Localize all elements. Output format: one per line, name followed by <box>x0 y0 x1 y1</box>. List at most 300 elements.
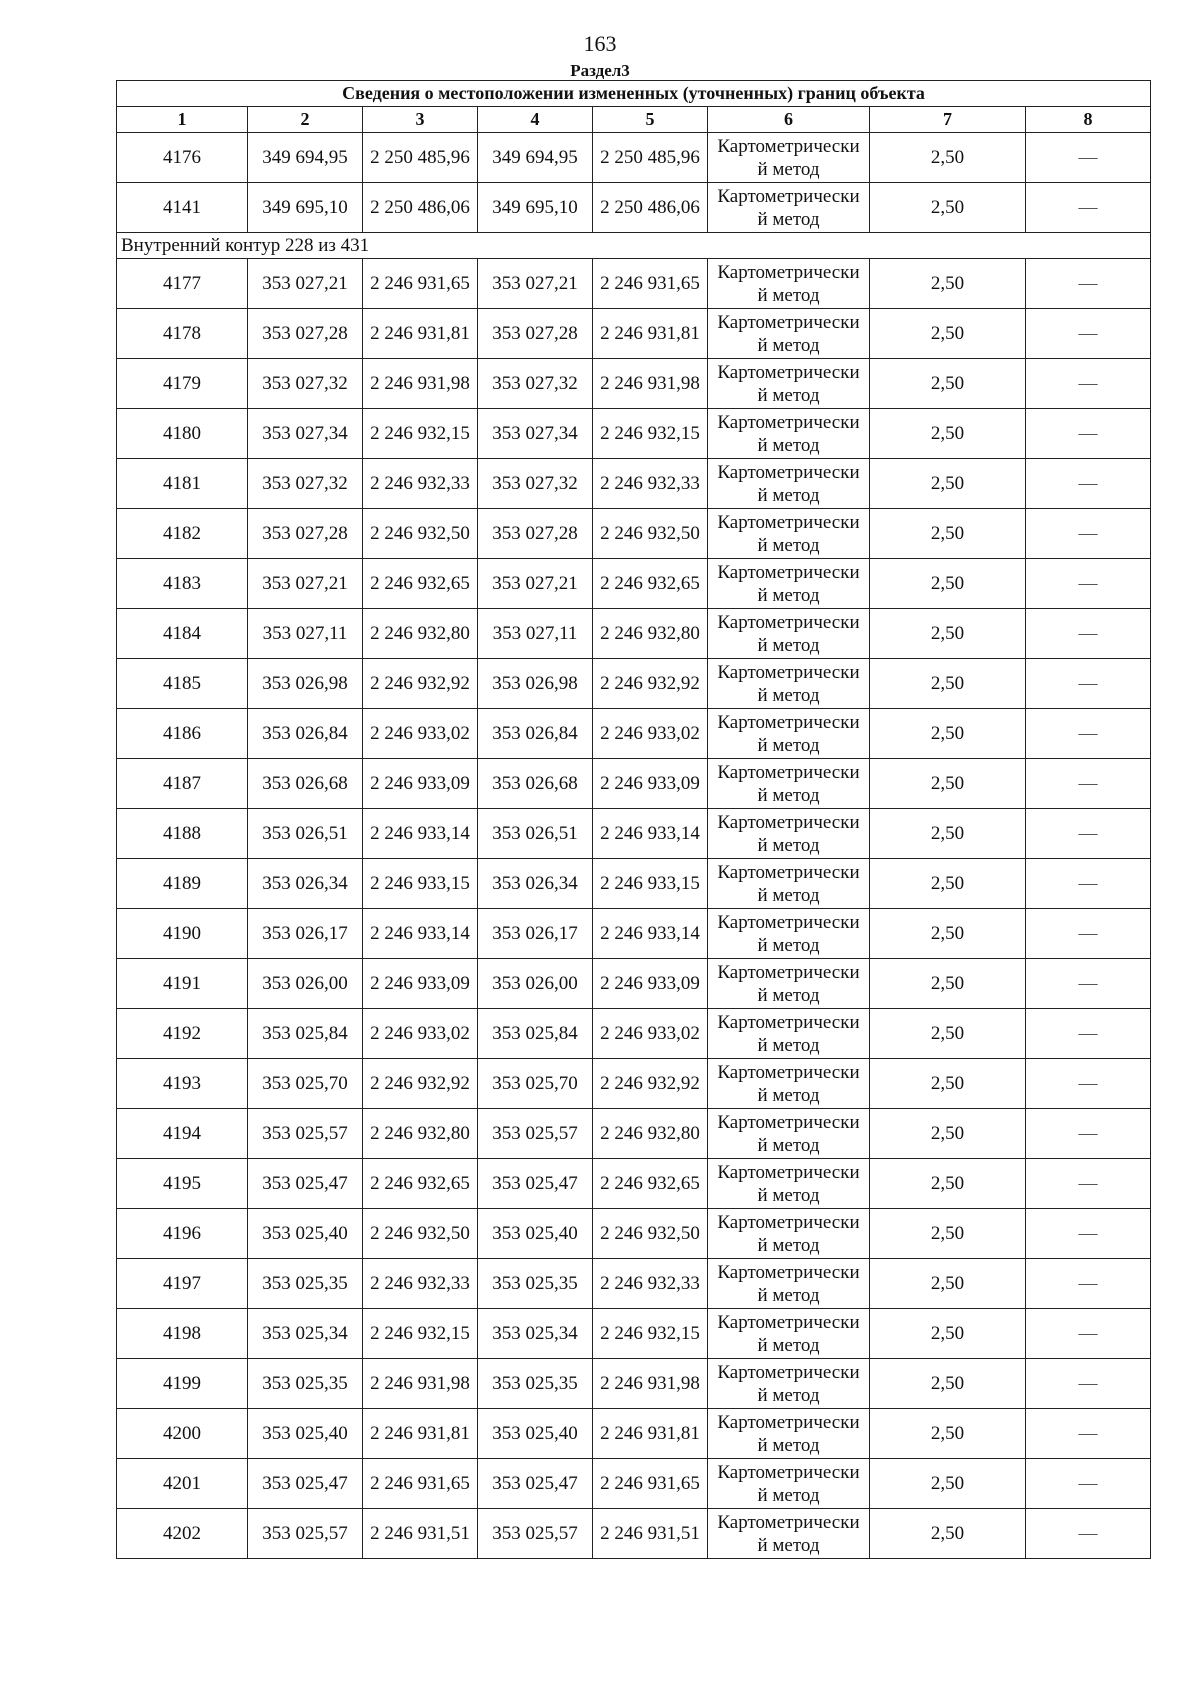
method-cell <box>708 459 870 509</box>
method-cell <box>708 133 870 183</box>
method-text: Картометрически <box>717 461 860 483</box>
x-existing-cell: 353 025,47 <box>248 1159 363 1209</box>
y-new-cell: 2 246 932,80 <box>593 1109 708 1159</box>
method-text: Картометрически <box>717 711 860 733</box>
method-cell <box>708 309 870 359</box>
method-cell <box>708 183 870 233</box>
table-body <box>117 133 1151 1559</box>
method-text: й метод <box>757 1484 820 1506</box>
method-text: Картометрически <box>717 361 860 383</box>
method-text: й метод <box>757 1184 820 1206</box>
x-new-cell: 353 027,28 <box>478 309 593 359</box>
point-number-cell: 4182 <box>117 509 248 559</box>
y-new-cell: 2 246 932,92 <box>593 1059 708 1109</box>
x-new-cell: 349 695,10 <box>478 183 593 233</box>
method-cell <box>708 559 870 609</box>
method-text: й метод <box>757 484 820 506</box>
y-existing-cell: 2 246 932,92 <box>363 659 478 709</box>
method-text: й метод <box>757 334 820 356</box>
table-row <box>117 1159 1151 1209</box>
table-row <box>117 559 1151 609</box>
accuracy-cell: 2,50 <box>870 1459 1026 1509</box>
description-cell: — <box>1026 1059 1151 1109</box>
column-number: 7 <box>870 107 1026 133</box>
method-text: й метод <box>757 1384 820 1406</box>
method-cell <box>708 809 870 859</box>
accuracy-cell: 2,50 <box>870 559 1026 609</box>
method-text: Картометрически <box>717 311 860 333</box>
method-text: Картометрически <box>717 135 860 157</box>
x-new-cell: 353 026,00 <box>478 959 593 1009</box>
x-new-cell: 353 025,47 <box>478 1159 593 1209</box>
y-existing-cell: 2 250 486,06 <box>363 183 478 233</box>
x-existing-cell: 353 025,57 <box>248 1509 363 1559</box>
method-text: Картометрически <box>717 1061 860 1083</box>
x-existing-cell: 353 025,35 <box>248 1259 363 1309</box>
method-text: Картометрически <box>717 1461 860 1483</box>
table-row <box>117 509 1151 559</box>
method-cell <box>708 659 870 709</box>
y-new-cell: 2 246 933,14 <box>593 909 708 959</box>
method-text: й метод <box>757 634 820 656</box>
y-new-cell: 2 246 932,92 <box>593 659 708 709</box>
method-text: Картометрически <box>717 1511 860 1533</box>
accuracy-cell: 2,50 <box>870 809 1026 859</box>
y-new-cell: 2 250 485,96 <box>593 133 708 183</box>
x-new-cell: 353 027,21 <box>478 259 593 309</box>
accuracy-cell: 2,50 <box>870 1509 1026 1559</box>
y-new-cell: 2 246 932,50 <box>593 509 708 559</box>
point-number-cell: 4202 <box>117 1509 248 1559</box>
method-text: Картометрически <box>717 861 860 883</box>
method-text: й метод <box>757 784 820 806</box>
table-row <box>117 1059 1151 1109</box>
y-existing-cell: 2 246 932,33 <box>363 1259 478 1309</box>
method-text: й метод <box>757 984 820 1006</box>
table-row <box>117 1259 1151 1309</box>
point-number-cell: 4180 <box>117 409 248 459</box>
x-existing-cell: 353 025,40 <box>248 1409 363 1459</box>
column-number: 8 <box>1026 107 1151 133</box>
description-cell: — <box>1026 1209 1151 1259</box>
method-text: й метод <box>757 1434 820 1456</box>
description-cell: — <box>1026 359 1151 409</box>
accuracy-cell: 2,50 <box>870 359 1026 409</box>
table-row <box>117 859 1151 909</box>
method-text: й метод <box>757 434 820 456</box>
y-existing-cell: 2 246 932,15 <box>363 1309 478 1359</box>
accuracy-cell: 2,50 <box>870 759 1026 809</box>
x-new-cell: 353 027,21 <box>478 559 593 609</box>
point-number-cell: 4141 <box>117 183 248 233</box>
x-existing-cell: 353 025,57 <box>248 1109 363 1159</box>
y-new-cell: 2 246 932,15 <box>593 1309 708 1359</box>
method-text: й метод <box>757 1034 820 1056</box>
table-row <box>117 259 1151 309</box>
method-text: Картометрически <box>717 1111 860 1133</box>
x-existing-cell: 353 025,84 <box>248 1009 363 1059</box>
table-caption-row <box>117 81 1151 107</box>
x-new-cell: 353 027,32 <box>478 459 593 509</box>
method-text: Картометрически <box>717 661 860 683</box>
table-row <box>117 659 1151 709</box>
y-new-cell: 2 246 933,09 <box>593 759 708 809</box>
point-number-cell: 4177 <box>117 259 248 309</box>
table-row <box>117 133 1151 183</box>
table-row <box>117 1359 1151 1409</box>
method-text: Картометрически <box>717 1211 860 1233</box>
x-existing-cell: 353 026,00 <box>248 959 363 1009</box>
x-new-cell: 353 026,84 <box>478 709 593 759</box>
x-existing-cell: 353 025,47 <box>248 1459 363 1509</box>
y-existing-cell: 2 246 931,81 <box>363 309 478 359</box>
page-number: 163 <box>583 31 617 56</box>
x-new-cell: 353 026,17 <box>478 909 593 959</box>
description-cell: — <box>1026 409 1151 459</box>
column-number: 4 <box>478 107 593 133</box>
method-cell <box>708 1059 870 1109</box>
x-new-cell: 353 025,47 <box>478 1459 593 1509</box>
table-row <box>117 1409 1151 1459</box>
y-existing-cell: 2 246 932,50 <box>363 1209 478 1259</box>
method-cell <box>708 709 870 759</box>
description-cell: — <box>1026 1409 1151 1459</box>
point-number-cell: 4198 <box>117 1309 248 1359</box>
y-existing-cell: 2 246 933,09 <box>363 759 478 809</box>
x-new-cell: 353 026,34 <box>478 859 593 909</box>
y-existing-cell: 2 246 933,14 <box>363 809 478 859</box>
method-cell <box>708 1209 870 1259</box>
table-row <box>117 183 1151 233</box>
x-new-cell: 353 025,57 <box>478 1109 593 1159</box>
table-row <box>117 1509 1151 1559</box>
method-text: й метод <box>757 584 820 606</box>
description-cell: — <box>1026 659 1151 709</box>
x-existing-cell: 349 694,95 <box>248 133 363 183</box>
y-new-cell: 2 250 486,06 <box>593 183 708 233</box>
accuracy-cell: 2,50 <box>870 509 1026 559</box>
point-number-cell: 4191 <box>117 959 248 1009</box>
point-number-cell: 4195 <box>117 1159 248 1209</box>
y-new-cell: 2 246 931,81 <box>593 1409 708 1459</box>
method-text: Картометрически <box>717 761 860 783</box>
description-cell: — <box>1026 459 1151 509</box>
method-text: Картометрически <box>717 561 860 583</box>
accuracy-cell: 2,50 <box>870 183 1026 233</box>
x-existing-cell: 353 025,35 <box>248 1359 363 1409</box>
accuracy-cell: 2,50 <box>870 1359 1026 1409</box>
x-new-cell: 353 026,68 <box>478 759 593 809</box>
section-title: Раздел3 <box>570 61 630 80</box>
x-existing-cell: 353 027,11 <box>248 609 363 659</box>
method-text: й метод <box>757 1284 820 1306</box>
method-cell <box>708 909 870 959</box>
y-new-cell: 2 246 933,15 <box>593 859 708 909</box>
y-existing-cell: 2 246 932,65 <box>363 1159 478 1209</box>
description-cell: — <box>1026 759 1151 809</box>
accuracy-cell: 2,50 <box>870 609 1026 659</box>
description-cell: — <box>1026 309 1151 359</box>
method-text: й метод <box>757 384 820 406</box>
description-cell: — <box>1026 709 1151 759</box>
column-number: 5 <box>593 107 708 133</box>
description-cell: — <box>1026 909 1151 959</box>
y-existing-cell: 2 246 932,15 <box>363 409 478 459</box>
column-number-row <box>117 107 1151 133</box>
y-existing-cell: 2 250 485,96 <box>363 133 478 183</box>
y-existing-cell: 2 246 932,50 <box>363 509 478 559</box>
y-existing-cell: 2 246 932,33 <box>363 459 478 509</box>
y-existing-cell: 2 246 932,65 <box>363 559 478 609</box>
x-new-cell: 353 025,35 <box>478 1359 593 1409</box>
x-existing-cell: 353 026,98 <box>248 659 363 709</box>
point-number-cell: 4200 <box>117 1409 248 1459</box>
y-new-cell: 2 246 931,65 <box>593 259 708 309</box>
point-number-cell: 4183 <box>117 559 248 609</box>
description-cell: — <box>1026 509 1151 559</box>
y-existing-cell: 2 246 931,65 <box>363 259 478 309</box>
y-new-cell: 2 246 932,65 <box>593 559 708 609</box>
accuracy-cell: 2,50 <box>870 1109 1026 1159</box>
table-caption: Сведения о местоположении измененных (уточненных) границ объекта <box>117 81 1151 107</box>
method-text: Картометрически <box>717 1411 860 1433</box>
description-cell: — <box>1026 1459 1151 1509</box>
accuracy-cell: 2,50 <box>870 709 1026 759</box>
description-cell: — <box>1026 559 1151 609</box>
x-existing-cell: 349 695,10 <box>248 183 363 233</box>
accuracy-cell: 2,50 <box>870 659 1026 709</box>
column-number: 3 <box>363 107 478 133</box>
point-number-cell: 4189 <box>117 859 248 909</box>
description-cell: — <box>1026 1359 1151 1409</box>
y-existing-cell: 2 246 931,51 <box>363 1509 478 1559</box>
method-text: Картометрически <box>717 1011 860 1033</box>
y-new-cell: 2 246 931,98 <box>593 359 708 409</box>
description-cell: — <box>1026 133 1151 183</box>
point-number-cell: 4181 <box>117 459 248 509</box>
x-new-cell: 353 025,40 <box>478 1209 593 1259</box>
method-cell <box>708 859 870 909</box>
y-new-cell: 2 246 932,65 <box>593 1159 708 1209</box>
accuracy-cell: 2,50 <box>870 409 1026 459</box>
x-existing-cell: 353 025,70 <box>248 1059 363 1109</box>
y-new-cell: 2 246 931,98 <box>593 1359 708 1409</box>
method-text: Картометрически <box>717 1261 860 1283</box>
y-existing-cell: 2 246 931,98 <box>363 359 478 409</box>
x-existing-cell: 353 027,21 <box>248 259 363 309</box>
x-existing-cell: 353 026,51 <box>248 809 363 859</box>
point-number-cell: 4193 <box>117 1059 248 1109</box>
description-cell: — <box>1026 259 1151 309</box>
x-existing-cell: 353 026,68 <box>248 759 363 809</box>
method-text: Картометрически <box>717 611 860 633</box>
x-existing-cell: 353 026,34 <box>248 859 363 909</box>
table-row <box>117 809 1151 859</box>
x-existing-cell: 353 026,84 <box>248 709 363 759</box>
y-existing-cell: 2 246 933,02 <box>363 709 478 759</box>
y-new-cell: 2 246 931,81 <box>593 309 708 359</box>
y-existing-cell: 2 246 932,92 <box>363 1059 478 1109</box>
method-text: й метод <box>757 834 820 856</box>
description-cell: — <box>1026 1159 1151 1209</box>
accuracy-cell: 2,50 <box>870 1209 1026 1259</box>
accuracy-cell: 2,50 <box>870 959 1026 1009</box>
method-text: Картометрически <box>717 511 860 533</box>
accuracy-cell: 2,50 <box>870 859 1026 909</box>
table-row <box>117 709 1151 759</box>
x-new-cell: 353 025,84 <box>478 1009 593 1059</box>
contour-label: Внутренний контур 228 из 431 <box>117 233 1151 259</box>
x-existing-cell: 353 025,34 <box>248 1309 363 1359</box>
y-existing-cell: 2 246 933,15 <box>363 859 478 909</box>
method-text: Картометрически <box>717 911 860 933</box>
accuracy-cell: 2,50 <box>870 1009 1026 1059</box>
column-number: 6 <box>708 107 870 133</box>
table-row <box>117 909 1151 959</box>
method-text: Картометрически <box>717 411 860 433</box>
accuracy-cell: 2,50 <box>870 459 1026 509</box>
x-new-cell: 353 026,51 <box>478 809 593 859</box>
method-cell <box>708 259 870 309</box>
point-number-cell: 4190 <box>117 909 248 959</box>
point-number-cell: 4187 <box>117 759 248 809</box>
table-row <box>117 609 1151 659</box>
y-new-cell: 2 246 932,80 <box>593 609 708 659</box>
method-text: Картометрически <box>717 185 860 207</box>
x-new-cell: 353 027,32 <box>478 359 593 409</box>
method-cell <box>708 509 870 559</box>
accuracy-cell: 2,50 <box>870 1159 1026 1209</box>
table-row <box>117 409 1151 459</box>
point-number-cell: 4179 <box>117 359 248 409</box>
table-row <box>117 759 1151 809</box>
table-row <box>117 1109 1151 1159</box>
method-cell <box>708 1259 870 1309</box>
table-row <box>117 309 1151 359</box>
method-text: й метод <box>757 1234 820 1256</box>
method-cell <box>708 359 870 409</box>
method-text: й метод <box>757 1084 820 1106</box>
description-cell: — <box>1026 859 1151 909</box>
accuracy-cell: 2,50 <box>870 1409 1026 1459</box>
x-existing-cell: 353 027,34 <box>248 409 363 459</box>
y-new-cell: 2 246 933,02 <box>593 709 708 759</box>
point-number-cell: 4185 <box>117 659 248 709</box>
method-text: Картометрически <box>717 1361 860 1383</box>
table-row <box>117 459 1151 509</box>
y-new-cell: 2 246 933,02 <box>593 1009 708 1059</box>
y-new-cell: 2 246 932,50 <box>593 1209 708 1259</box>
y-new-cell: 2 246 932,15 <box>593 409 708 459</box>
x-new-cell: 353 025,34 <box>478 1309 593 1359</box>
method-cell <box>708 1359 870 1409</box>
method-text: й метод <box>757 158 820 180</box>
x-existing-cell: 353 026,17 <box>248 909 363 959</box>
y-existing-cell: 2 246 932,80 <box>363 609 478 659</box>
y-new-cell: 2 246 933,14 <box>593 809 708 859</box>
contour-row <box>117 233 1151 259</box>
accuracy-cell: 2,50 <box>870 1059 1026 1109</box>
column-number: 2 <box>248 107 363 133</box>
description-cell: — <box>1026 183 1151 233</box>
method-cell <box>708 959 870 1009</box>
method-text: й метод <box>757 1534 820 1556</box>
x-new-cell: 353 026,98 <box>478 659 593 709</box>
y-new-cell: 2 246 932,33 <box>593 1259 708 1309</box>
y-new-cell: 2 246 931,51 <box>593 1509 708 1559</box>
method-cell <box>708 1309 870 1359</box>
method-text: Картометрически <box>717 1311 860 1333</box>
y-existing-cell: 2 246 933,02 <box>363 1009 478 1059</box>
point-number-cell: 4192 <box>117 1009 248 1059</box>
method-text: й метод <box>757 734 820 756</box>
point-number-cell: 4186 <box>117 709 248 759</box>
point-number-cell: 4176 <box>117 133 248 183</box>
x-existing-cell: 353 027,32 <box>248 359 363 409</box>
point-number-cell: 4184 <box>117 609 248 659</box>
x-new-cell: 353 025,35 <box>478 1259 593 1309</box>
accuracy-cell: 2,50 <box>870 909 1026 959</box>
description-cell: — <box>1026 609 1151 659</box>
method-cell <box>708 1109 870 1159</box>
point-number-cell: 4197 <box>117 1259 248 1309</box>
y-existing-cell: 2 246 931,65 <box>363 1459 478 1509</box>
x-existing-cell: 353 027,21 <box>248 559 363 609</box>
y-existing-cell: 2 246 933,14 <box>363 909 478 959</box>
accuracy-cell: 2,50 <box>870 309 1026 359</box>
description-cell: — <box>1026 809 1151 859</box>
method-text: й метод <box>757 208 820 230</box>
x-existing-cell: 353 027,28 <box>248 309 363 359</box>
x-new-cell: 353 027,28 <box>478 509 593 559</box>
method-text: й метод <box>757 534 820 556</box>
method-text: й метод <box>757 934 820 956</box>
x-new-cell: 353 025,40 <box>478 1409 593 1459</box>
x-new-cell: 353 025,70 <box>478 1059 593 1109</box>
point-number-cell: 4196 <box>117 1209 248 1259</box>
method-text: й метод <box>757 684 820 706</box>
method-cell <box>708 1509 870 1559</box>
description-cell: — <box>1026 959 1151 1009</box>
x-existing-cell: 353 027,28 <box>248 509 363 559</box>
method-text: Картометрически <box>717 961 860 983</box>
y-existing-cell: 2 246 932,80 <box>363 1109 478 1159</box>
x-new-cell: 349 694,95 <box>478 133 593 183</box>
method-cell <box>708 1409 870 1459</box>
point-number-cell: 4199 <box>117 1359 248 1409</box>
description-cell: — <box>1026 1259 1151 1309</box>
method-text: Картометрически <box>717 811 860 833</box>
description-cell: — <box>1026 1509 1151 1559</box>
column-number: 1 <box>117 107 248 133</box>
description-cell: — <box>1026 1309 1151 1359</box>
table-row <box>117 1009 1151 1059</box>
method-cell <box>708 1159 870 1209</box>
description-cell: — <box>1026 1109 1151 1159</box>
y-new-cell: 2 246 932,33 <box>593 459 708 509</box>
method-cell <box>708 409 870 459</box>
y-new-cell: 2 246 931,65 <box>593 1459 708 1509</box>
x-new-cell: 353 027,34 <box>478 409 593 459</box>
method-text: й метод <box>757 284 820 306</box>
x-new-cell: 353 027,11 <box>478 609 593 659</box>
y-existing-cell: 2 246 933,09 <box>363 959 478 1009</box>
y-existing-cell: 2 246 931,98 <box>363 1359 478 1409</box>
point-number-cell: 4188 <box>117 809 248 859</box>
method-cell <box>708 609 870 659</box>
table-row <box>117 959 1151 1009</box>
table-row <box>117 359 1151 409</box>
